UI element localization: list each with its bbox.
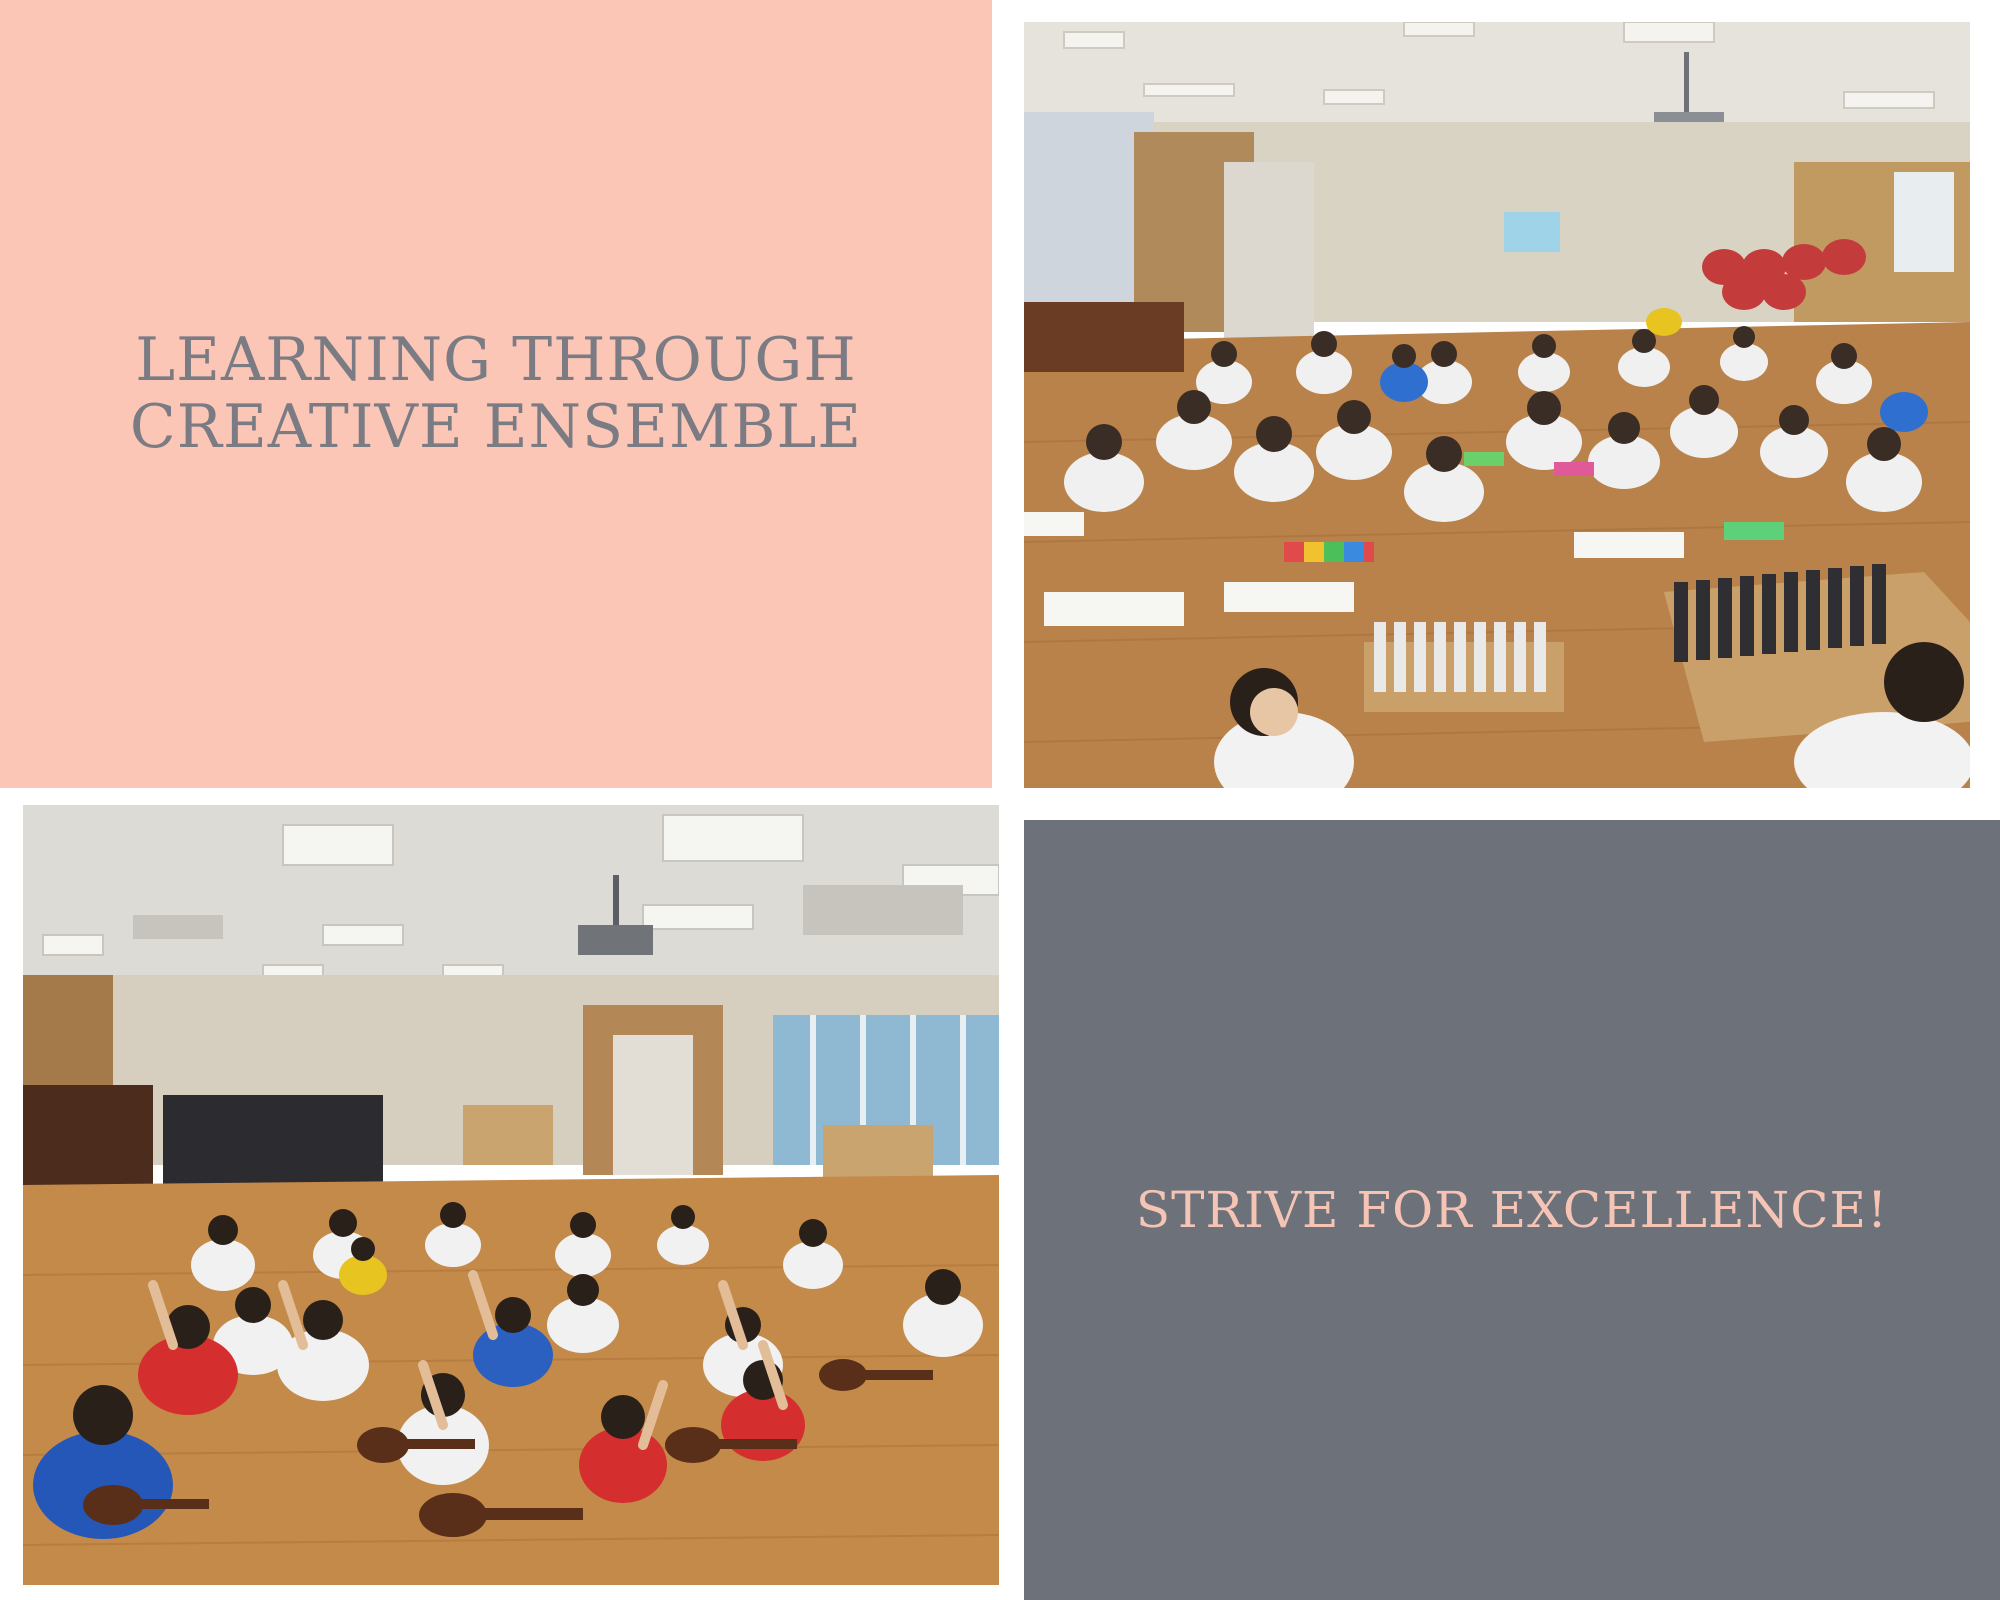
title-caption [46,324,946,462]
slogan-panel [1024,820,2000,1600]
classroom-photo-top [1024,22,1970,788]
classroom-photo-bottom [23,805,999,1585]
photo-ukulele-class [23,805,999,1585]
title-line-1: LEARNING THROUGH [135,324,857,395]
title-panel [0,0,992,788]
title-line-2: CREATIVE ENSEMBLE [129,392,863,462]
photo-recorder-class [1024,22,1970,788]
slogan-caption: STRIVE FOR EXCELLENCE! [1135,1181,1889,1239]
